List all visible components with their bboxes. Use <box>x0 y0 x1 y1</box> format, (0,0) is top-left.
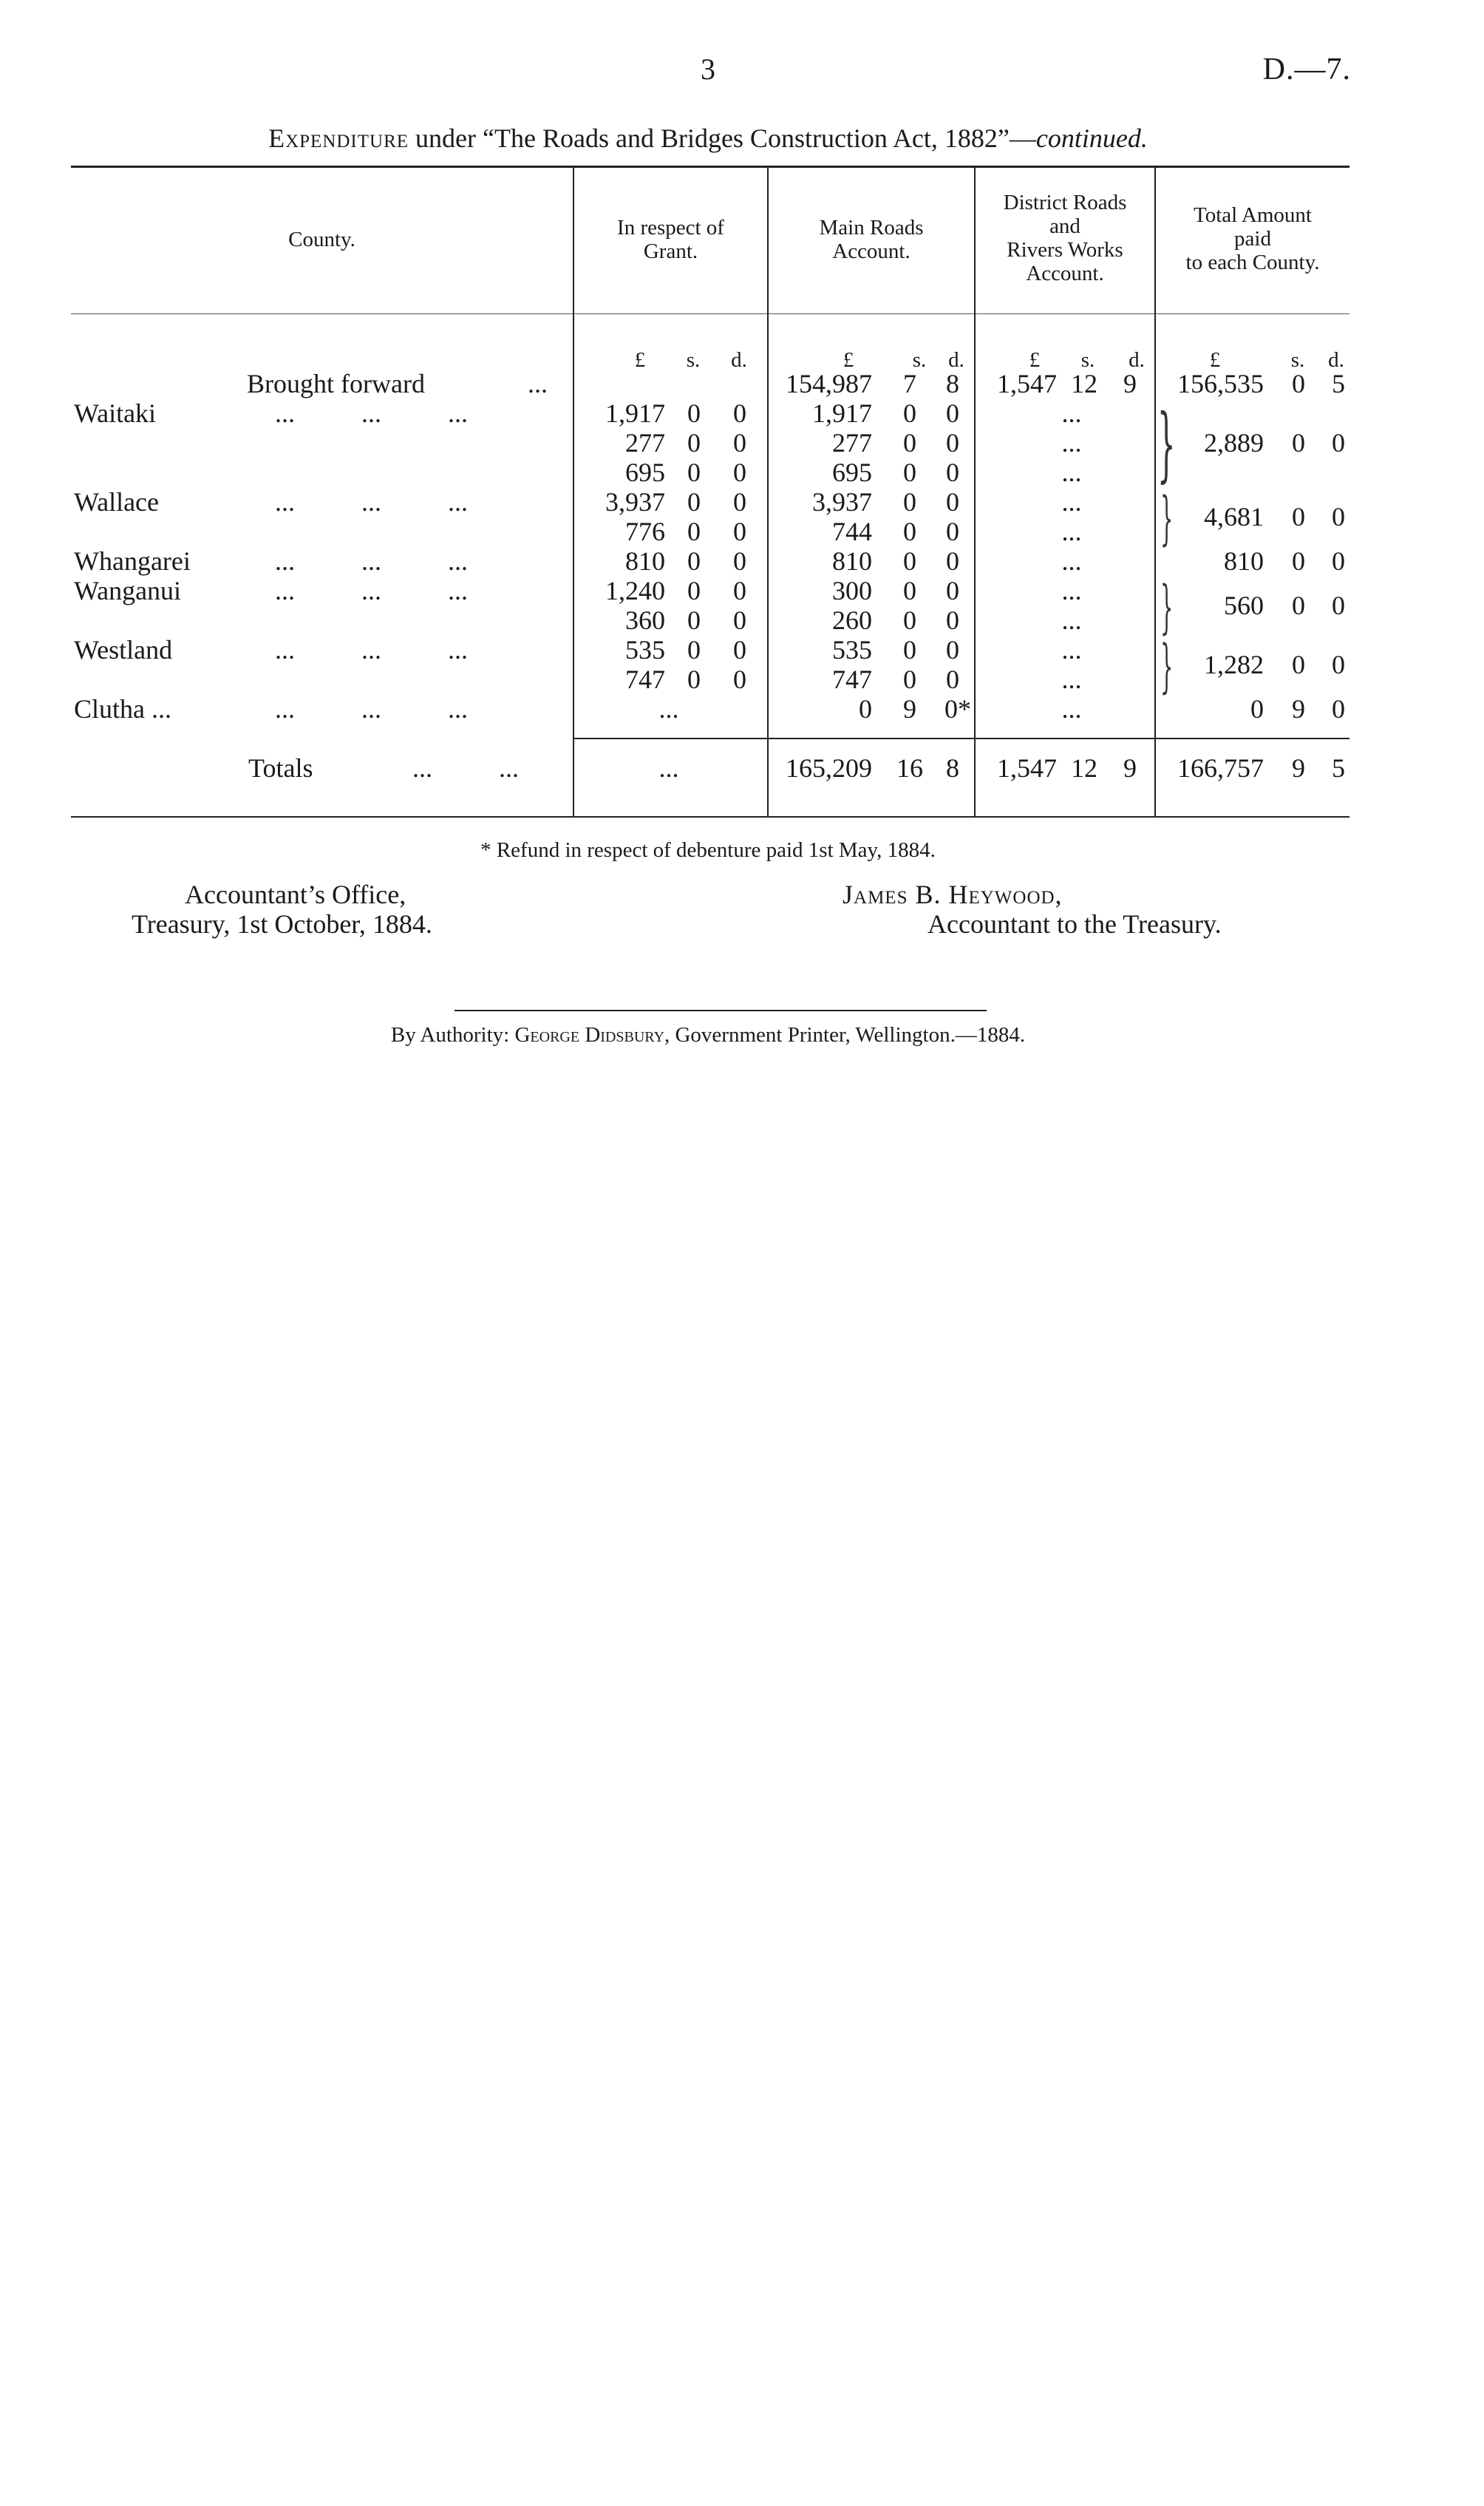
total-pounds: 1,282 <box>1204 650 1264 679</box>
grant-pence: 0 <box>733 635 746 665</box>
unit-pound: £ <box>1029 348 1041 372</box>
totals-main-shillings: 16 <box>896 753 923 783</box>
totals-grant-empty: ... <box>658 753 679 783</box>
header-main-roads <box>769 216 974 263</box>
total-pence: 0 <box>1332 591 1345 620</box>
total-shillings: 0 <box>1292 428 1305 458</box>
main-pence: 0 <box>946 546 959 576</box>
main-pounds: 277 <box>832 428 872 458</box>
grant-shillings: 0 <box>687 517 701 546</box>
total-pounds: 0 <box>1250 694 1264 724</box>
imprint-printer: George Didsbury <box>514 1023 664 1047</box>
grant-pounds: 3,937 <box>605 487 665 517</box>
main-shillings: 0 <box>903 635 916 665</box>
title-tail: continued. <box>1035 123 1148 153</box>
grant-pence: 0 <box>733 605 746 635</box>
district-empty: ... <box>1061 458 1082 487</box>
grant-pounds: 1,917 <box>605 398 665 428</box>
main-pence: 0* <box>944 694 971 724</box>
main-pounds: 747 <box>832 665 872 694</box>
bf-district-pence: 9 <box>1123 369 1137 398</box>
main-shillings: 0 <box>903 428 916 458</box>
main-pounds: 695 <box>832 458 872 487</box>
brought-forward-leader: ... <box>528 369 548 398</box>
county-leader: ... ... ... <box>275 694 468 724</box>
header-bottom-rule <box>71 313 1349 314</box>
header-county <box>71 228 573 251</box>
grant-pence: 0 <box>733 428 746 458</box>
grant-pounds: 360 <box>625 605 665 635</box>
office-line-2: Treasury, 1st October, 1884. <box>132 909 432 939</box>
header-total-amount <box>1156 203 1349 274</box>
title-middle: under “The Roads and Bridges Construction Act, 1882”— <box>409 123 1036 153</box>
header-total-line-2: paid <box>1234 227 1271 251</box>
main-pounds: 810 <box>832 546 872 576</box>
bf-total-pounds: 156,535 <box>1177 369 1264 398</box>
district-empty: ... <box>1061 665 1082 694</box>
county-name: Whangarei <box>74 546 191 576</box>
bf-main-pence: 8 <box>946 369 959 398</box>
imprint-rule <box>455 1010 987 1011</box>
unit-pound: £ <box>843 348 854 372</box>
unit-pence: d. <box>1328 348 1344 372</box>
county-name: Waitaki <box>74 398 157 428</box>
main-pounds: 535 <box>832 635 872 665</box>
grant-empty: ... <box>658 694 679 724</box>
main-pounds: 300 <box>832 576 872 605</box>
grant-shillings: 0 <box>687 487 701 517</box>
total-pence: 0 <box>1332 428 1345 458</box>
county-name: Westland <box>74 635 173 665</box>
bf-district-shillings: 12 <box>1071 369 1097 398</box>
main-pounds: 744 <box>832 517 872 546</box>
grant-pence: 0 <box>733 517 746 546</box>
header-grant <box>574 216 767 263</box>
unit-shilling: s. <box>686 348 701 372</box>
main-shillings: 0 <box>903 487 916 517</box>
main-pounds: 260 <box>832 605 872 635</box>
totals-top-rule <box>573 738 1349 739</box>
main-pence: 0 <box>946 665 959 694</box>
header-district-line-2: and <box>1049 214 1080 238</box>
main-shillings: 9 <box>903 694 916 724</box>
totals-district-shillings: 12 <box>1071 753 1097 783</box>
grant-shillings: 0 <box>687 458 701 487</box>
header-district-roads <box>976 191 1154 285</box>
main-pounds: 0 <box>859 694 872 724</box>
total-shillings: 0 <box>1292 546 1305 576</box>
unit-pence: d. <box>1129 348 1145 372</box>
total-pounds: 810 <box>1224 546 1264 576</box>
totals-label: Totals <box>248 753 313 783</box>
total-pence: 0 <box>1332 546 1345 576</box>
main-pence: 0 <box>946 605 959 635</box>
header-district-line-1: District Roads <box>1003 191 1127 214</box>
table-top-rule <box>71 166 1349 168</box>
brace-wallace: } <box>1160 486 1174 552</box>
grant-shillings: 0 <box>687 665 701 694</box>
bf-main-shillings: 7 <box>903 369 916 398</box>
brace-wanganui: } <box>1160 574 1174 641</box>
main-pence: 0 <box>946 458 959 487</box>
district-empty: ... <box>1061 487 1082 517</box>
grant-shillings: 0 <box>687 398 701 428</box>
bf-district-pounds: 1,547 <box>997 369 1057 398</box>
district-empty: ... <box>1061 605 1082 635</box>
district-empty: ... <box>1061 428 1082 458</box>
unit-shilling: s. <box>1080 348 1095 372</box>
grant-pence: 0 <box>733 487 746 517</box>
header-grant-line-2: Grant. <box>643 240 698 263</box>
district-empty: ... <box>1061 694 1082 724</box>
main-pence: 0 <box>946 635 959 665</box>
title-lead: Expenditure <box>268 123 409 153</box>
total-pounds: 2,889 <box>1204 428 1264 458</box>
unit-pence: d. <box>731 348 747 372</box>
main-pounds: 1,917 <box>812 398 872 428</box>
header-county-line: County. <box>288 228 355 251</box>
bf-main-pounds: 154,987 <box>786 369 872 398</box>
grant-pence: 0 <box>733 458 746 487</box>
header-district-line-3: Rivers Works <box>1007 238 1123 262</box>
main-pounds: 3,937 <box>812 487 872 517</box>
total-shillings: 0 <box>1292 502 1305 532</box>
district-empty: ... <box>1061 546 1082 576</box>
district-empty: ... <box>1061 398 1082 428</box>
grant-shillings: 0 <box>687 576 701 605</box>
main-shillings: 0 <box>903 546 916 576</box>
bf-total-pence: 5 <box>1332 369 1345 398</box>
county-leader: ... ... ... <box>275 546 468 576</box>
totals-district-pence: 9 <box>1123 753 1137 783</box>
county-leader: ... ... ... <box>275 576 468 605</box>
office-line-1: Accountant’s Office, <box>185 880 406 909</box>
table-title <box>0 123 1416 154</box>
county-leader: ... ... ... <box>275 487 468 517</box>
totals-total-pounds: 166,757 <box>1177 753 1264 783</box>
county-leader: ... ... ... <box>275 398 468 428</box>
page-number: 3 <box>701 52 715 86</box>
unit-pound: £ <box>634 348 646 372</box>
imprint-prefix: By Authority: <box>390 1023 515 1047</box>
main-shillings: 0 <box>903 576 916 605</box>
grant-pounds: 747 <box>625 665 665 694</box>
grant-pounds: 1,240 <box>605 576 665 605</box>
grant-pounds: 277 <box>625 428 665 458</box>
total-shillings: 9 <box>1292 694 1305 724</box>
total-pounds: 4,681 <box>1204 502 1264 532</box>
grant-pence: 0 <box>733 398 746 428</box>
main-pence: 0 <box>946 517 959 546</box>
grant-pounds: 535 <box>625 635 665 665</box>
main-pence: 0 <box>946 398 959 428</box>
grant-shillings: 0 <box>687 428 701 458</box>
totals-leader: ... ... <box>412 753 519 783</box>
total-pence: 0 <box>1332 502 1345 532</box>
header-district-line-4: Account. <box>1026 262 1104 285</box>
bf-total-shillings: 0 <box>1292 369 1305 398</box>
footnote: * Refund in respect of debenture paid 1st May, 1884. <box>480 838 936 862</box>
header-total-line-3: to each County. <box>1185 251 1320 274</box>
signatory-name: James B. Heywood, <box>843 880 1063 909</box>
grant-shillings: 0 <box>687 605 701 635</box>
main-shillings: 0 <box>903 517 916 546</box>
signatory-title: Accountant to the Treasury. <box>928 909 1222 939</box>
grant-pounds: 810 <box>625 546 665 576</box>
totals-total-pence: 5 <box>1332 753 1345 783</box>
total-pence: 0 <box>1332 650 1345 679</box>
total-pounds: 560 <box>1224 591 1264 620</box>
district-empty: ... <box>1061 576 1082 605</box>
county-name: Wallace <box>74 487 160 517</box>
unit-shilling: s. <box>912 348 927 372</box>
county-leader: ... ... ... <box>275 635 468 665</box>
grant-pounds: 695 <box>625 458 665 487</box>
totals-total-shillings: 9 <box>1292 753 1305 783</box>
table-bottom-rule <box>71 816 1349 818</box>
grant-pence: 0 <box>733 665 746 694</box>
main-pence: 0 <box>946 428 959 458</box>
county-name: Clutha ... <box>74 694 171 724</box>
imprint-suffix: , Government Printer, Wellington.—1884. <box>664 1023 1026 1047</box>
total-pence: 0 <box>1332 694 1345 724</box>
totals-main-pence: 8 <box>946 753 959 783</box>
unit-pound: £ <box>1209 348 1221 372</box>
header-main-line-1: Main Roads <box>819 216 924 240</box>
header-main-line-2: Account. <box>832 240 911 263</box>
printer-imprint <box>0 1023 1416 1047</box>
total-shillings: 0 <box>1292 650 1305 679</box>
grant-shillings: 0 <box>687 635 701 665</box>
county-name: Wanganui <box>74 576 182 605</box>
district-empty: ... <box>1061 635 1082 665</box>
header-total-line-1: Total Amount <box>1194 203 1312 227</box>
totals-district-pounds: 1,547 <box>997 753 1057 783</box>
brace-westland: } <box>1160 634 1174 700</box>
grant-pence: 0 <box>733 576 746 605</box>
main-pence: 0 <box>946 576 959 605</box>
main-shillings: 0 <box>903 665 916 694</box>
main-shillings: 0 <box>903 398 916 428</box>
brought-forward-label: Brought forward <box>247 369 425 398</box>
header-grant-line-1: In respect of <box>617 216 724 240</box>
totals-main-pounds: 165,209 <box>786 753 872 783</box>
unit-shilling: s. <box>1290 348 1305 372</box>
grant-shillings: 0 <box>687 546 701 576</box>
document-code: D.—7. <box>1262 52 1351 86</box>
main-pence: 0 <box>946 487 959 517</box>
unit-pence: d. <box>948 348 964 372</box>
main-shillings: 0 <box>903 605 916 635</box>
main-shillings: 0 <box>903 458 916 487</box>
brace-waitaki: } <box>1157 396 1176 491</box>
total-shillings: 0 <box>1292 591 1305 620</box>
grant-pence: 0 <box>733 546 746 576</box>
grant-pounds: 776 <box>625 517 665 546</box>
district-empty: ... <box>1061 517 1082 546</box>
